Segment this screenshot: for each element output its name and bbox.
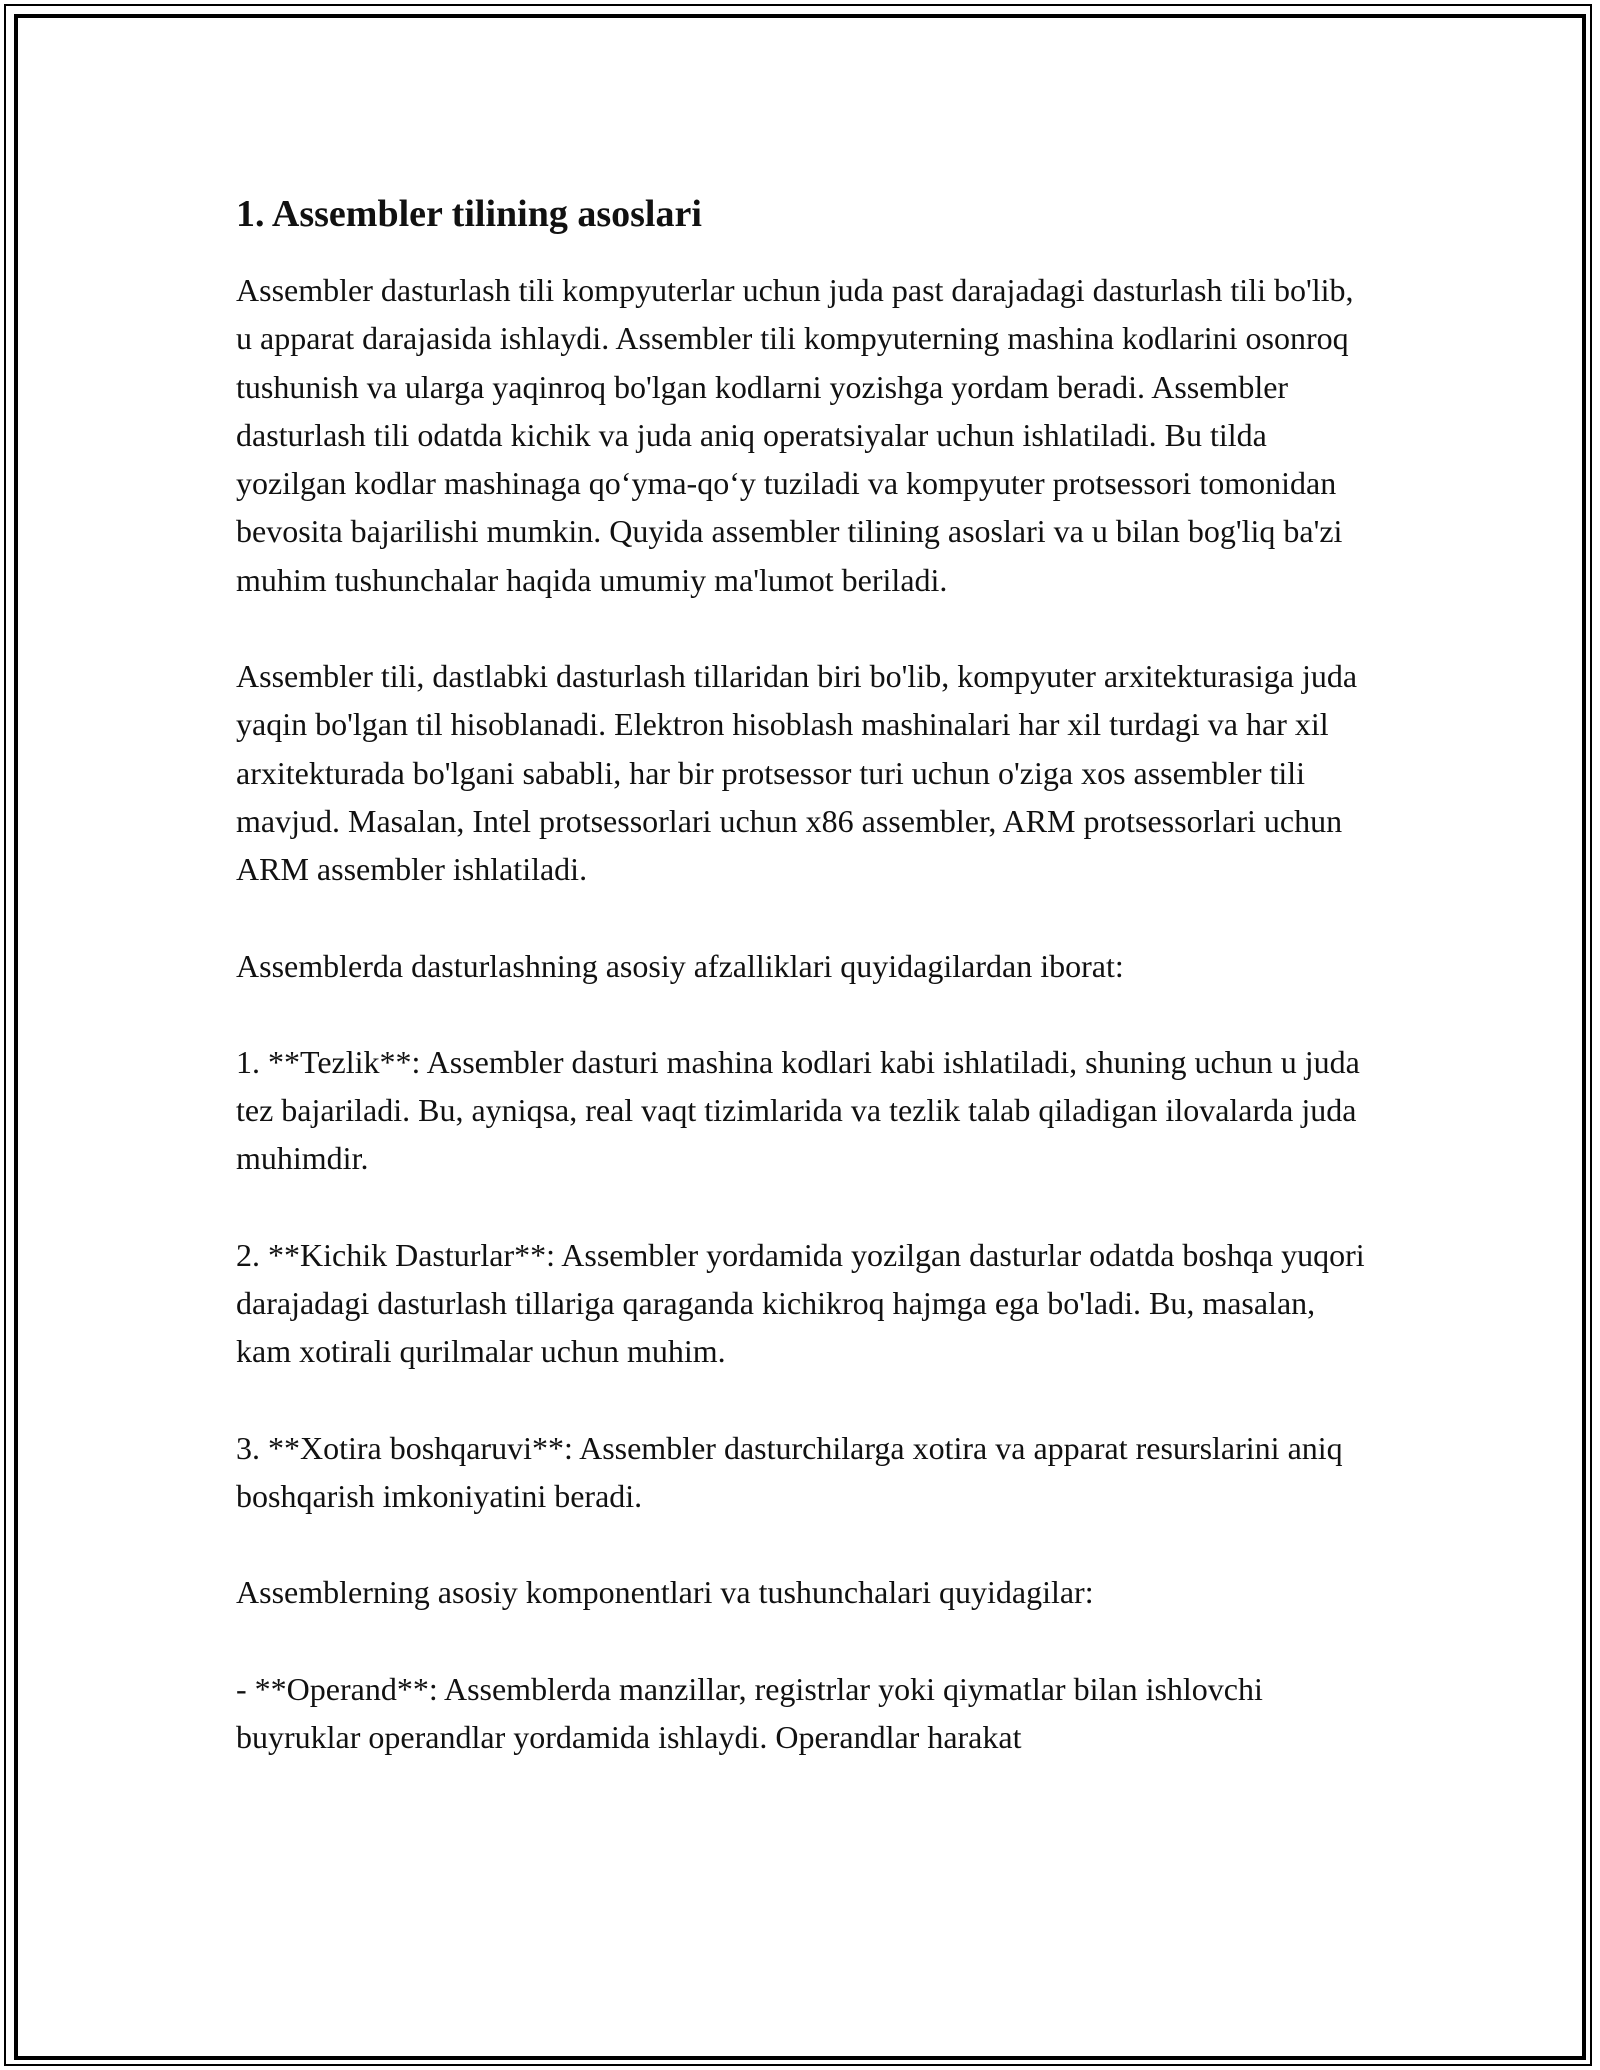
document-body: [236, 184, 1376, 1761]
list-item-speed: 1. **Tezlik**: Assembler dasturi mashina kodlari kabi ishlatiladi, shuning uchun u juda tez bajariladi. Bu, ayniqsa, real vaqt tizimlarida va tezlik talab qiladigan ilovalarda juda muhimdir.: [236, 1043, 1360, 1177]
paragraph-components-intro: Assemblerning asosiy komponentlari va tushunchalari quyidagilar:: [236, 1574, 1094, 1611]
section-heading: 1. Assembler tilining asoslari: [236, 193, 702, 235]
list-item-small-programs: 2. **Kichik Dasturlar**: Assembler yordamida yozilgan dasturlar odatda boshqa yuqori darajadagi dasturlash tillariga qaraganda kichikroq hajmga ega bo'ladi. Bu, masalan, kam xotirali qurilmalar uchun muhim.: [236, 1236, 1365, 1370]
list-item-operand: - **Operand**: Assemblerda manzillar, registrlar yoki qiymatlar bilan ishlovchi buyruklar operandlar yordamida ishlaydi. Operandlar harakat: [236, 1670, 1263, 1755]
paragraph-history: Assembler tili, dastlabki dasturlash tillaridan biri bo'lib, kompyuter arxitekturasiga juda yaqin bo'lgan til hisoblanadi. Elektron hisoblash mashinalari har xil turdagi va har xil arxitekturada bo'lgani sababli, har bir protsessor turi uchun o'ziga xos assembler tili mavjud. Masalan, Intel protsessorlari uchun x86 assembler, ARM protsessorlari uchun ARM assembler ishlatiladi.: [236, 658, 1358, 888]
paragraph-intro: Assembler dasturlash tili kompyuterlar uchun juda past darajadagi dasturlash tili bo'lib, u apparat darajasida ishlaydi. Assembler tili kompyuterning mashina kodlarini osonroq tushunish va ularga yaqinroq bo'lgan kodlarni yozishga yordam beradi. Assembler dasturlash tili odatda kichik va juda aniq operatsiyalar uchun ishlatiladi. Bu tilda yozilgan kodlar mashinaga qo‘yma-qo‘y tuziladi va kompyuter protsessori tomonidan bevosita bajarilishi mumkin. Quyida assembler tilining asoslari va u bilan bog'liq ba'zi muhim tushunchalar haqida umumiy ma'lumot beriladi.: [236, 272, 1354, 598]
paragraph-advantages-intro: Assemblerda dasturlashning asosiy afzalliklari quyidagilardan iborat:: [236, 947, 1124, 984]
list-item-memory-management: 3. **Xotira boshqaruvi**: Assembler dasturchilarga xotira va apparat resurslarini aniq boshqarish imkoniyatini beradi.: [236, 1429, 1343, 1514]
